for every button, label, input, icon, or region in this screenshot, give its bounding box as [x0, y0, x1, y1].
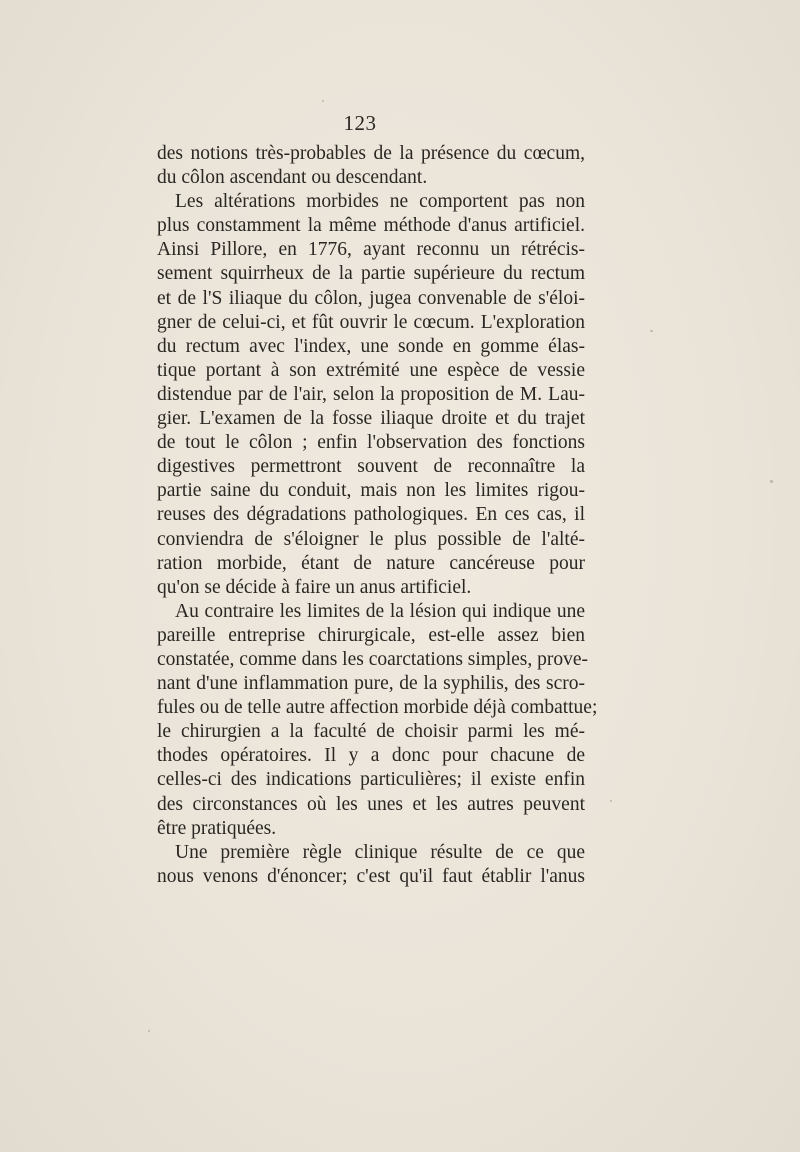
text-line: celles-ci des indications particulières; il existe enfin [157, 769, 585, 791]
text-line: des circonstances où les unes et les autres peuvent [157, 793, 585, 815]
text-line: constatée, comme dans les coarctations simples, prove- [157, 648, 589, 670]
text-line: de tout le côlon ; enfin l'observation des fonctions [157, 432, 585, 454]
text-line: gner de celui-ci, et fût ouvrir le cœcum. L'exploration [157, 311, 585, 333]
text-line: des notions très-probables de la présence du cœcum, [157, 143, 585, 164]
paper-speck [650, 330, 653, 332]
text-line: Ainsi Pillore, en 1776, ayant reconnu un rétrécis- [157, 239, 585, 261]
paper-speck [322, 100, 324, 102]
text-line: thodes opératoires. Il y a donc pour chacune de [157, 745, 585, 767]
text-line: fules ou de telle autre affection morbide déjà combattue; [157, 697, 598, 719]
text-line: gier. L'examen de la fosse iliaque droite et du trajet [157, 408, 585, 430]
text-line: conviendra de s'éloigner le plus possible de l'alté- [157, 528, 585, 550]
text-line: nant d'une inflammation pure, de la syphilis, des scro- [157, 673, 585, 695]
paper-speck [148, 1030, 150, 1032]
paper-speck [610, 800, 612, 802]
text-line: plus constamment la même méthode d'anus artificiel. [157, 215, 585, 237]
text-line: sement squirrheux de la partie supérieure du rectum [157, 263, 585, 285]
text-line: Au contraire les limites de la lésion qui indique une [175, 600, 585, 622]
text-line: du côlon ascendant ou descendant. [157, 167, 428, 189]
text-line: reuses des dégradations pathologiques. En ces cas, il [157, 504, 585, 526]
paper-speck [770, 480, 773, 483]
body-text [157, 142, 598, 889]
text-line: le chirurgien a la faculté de choisir parmi les mé- [157, 721, 585, 743]
text-line: du rectum avec l'index, une sonde en gomme élas- [157, 335, 585, 357]
text-line: partie saine du conduit, mais non les limites rigou- [157, 480, 585, 502]
text-line: être pratiquées. [157, 817, 277, 839]
text-line: tique portant à son extrémité une espèce de vessie [157, 359, 585, 381]
text-line: distendue par de l'air, selon la proposition de M. Lau- [157, 383, 585, 405]
text-line: digestives permettront souvent de reconnaître la [157, 456, 585, 478]
text-line: ration morbide, étant de nature cancéreuse pour [157, 552, 585, 574]
text-line: qu'on se décide à faire un anus artificiel. [157, 576, 472, 598]
text-line: nous venons d'énoncer; c'est qu'il faut établir l'anus [157, 865, 585, 887]
text-line: et de l'S iliaque du côlon, jugea convenable de s'éloi- [157, 287, 585, 309]
text-line: Une première règle clinique résulte de ce que [175, 841, 585, 863]
text-line: pareille entreprise chirurgicale, est-elle assez bien [157, 624, 585, 646]
page-number: 123 [343, 111, 377, 135]
text-line: Les altérations morbides ne comportent pas non [175, 191, 585, 213]
